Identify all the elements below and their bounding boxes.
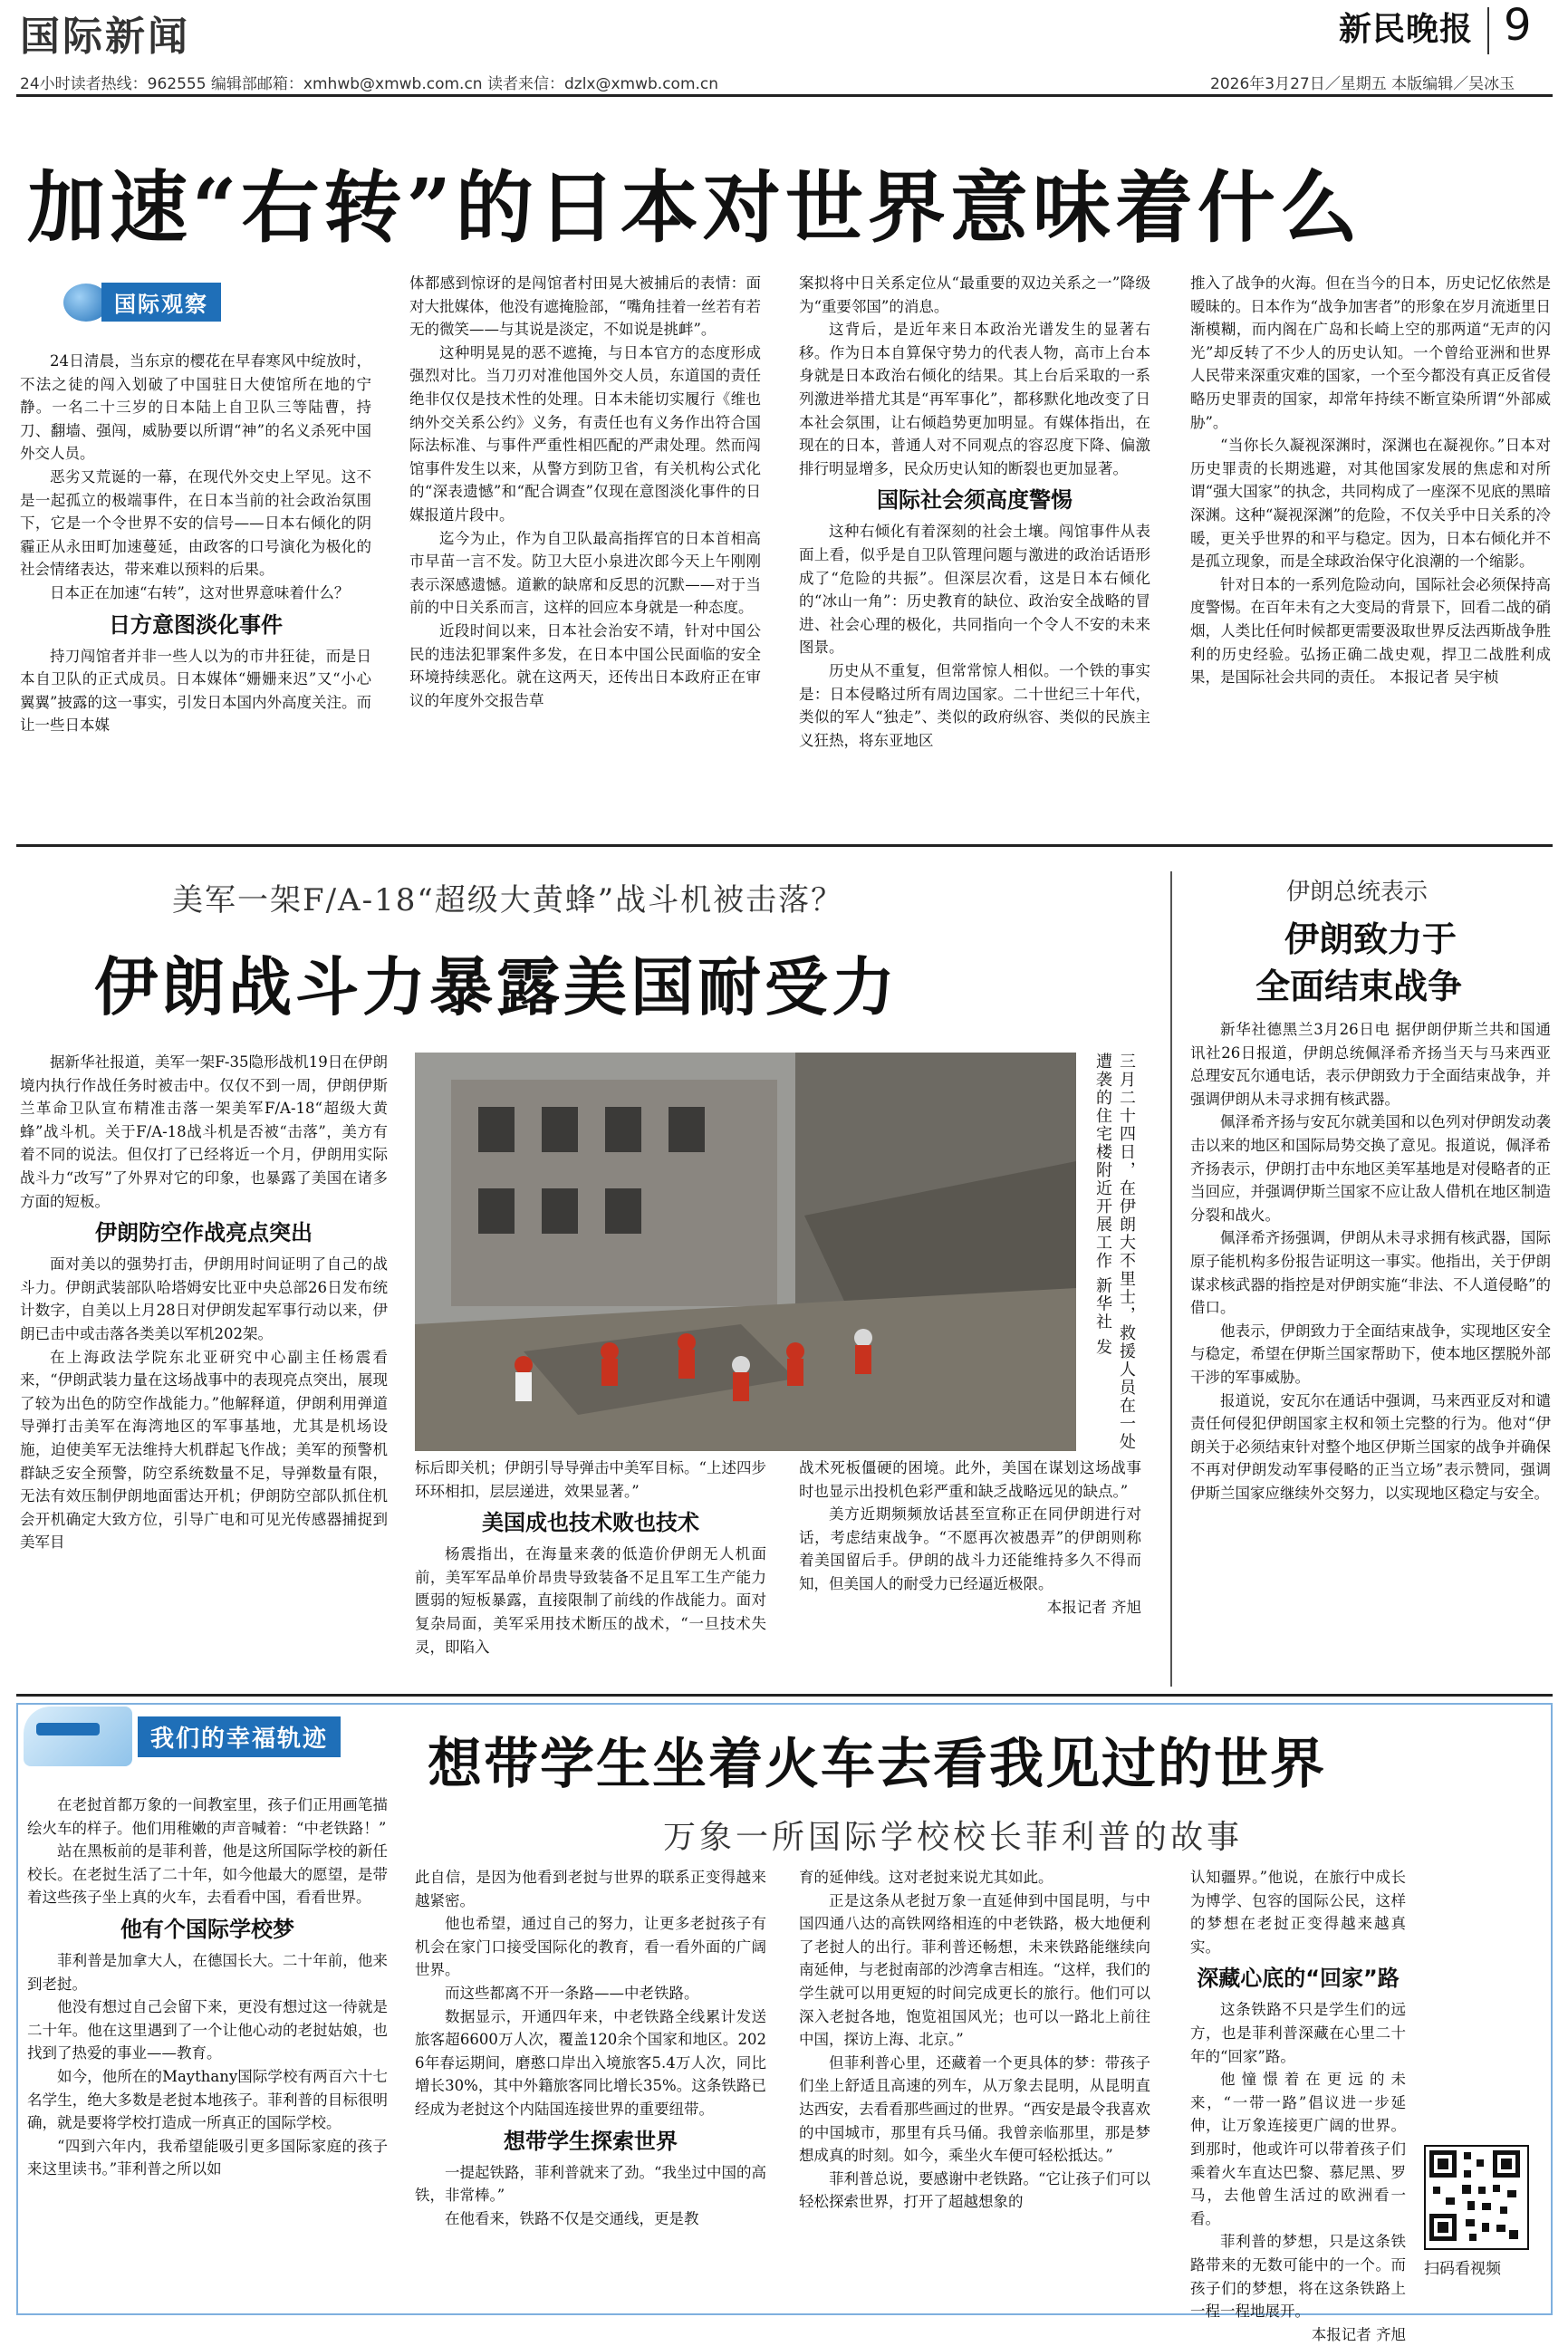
paragraph: 推入了战争的火海。但在当今的日本，历史记忆依然是暧昧的。日本作为“战争加害者”的形象在岁月流逝里日渐模糊，而内阁在广岛和长崎上空的那两道“无声的闪光”却反转了不少人的历史认知。一个曾给亚洲和世界人民带来深重灾难的国家，一个至今都没有真正反省侵略历史罪责的国家，却常年持续不断宣染所谓“外部威胁”。	[1190, 274, 1551, 431]
story2-col1	[20, 1051, 388, 1554]
sidebar-kicker: 伊朗总统表示	[1286, 879, 1429, 906]
qr-pattern	[1426, 2147, 1524, 2245]
paragraph: 在老挝首都万象的一间教室里，孩子们正用画笔描绘火车的样子。他们用稚嫩的声音喊着：“中老铁路！”	[27, 1796, 388, 1837]
paragraph: “四到六年内，我希望能吸引更多国际家庭的孩子来这里读书。”菲利普之所以如	[27, 2137, 388, 2178]
sidebar-paragraph: 佩泽希齐扬与安瓦尔就美国和以色列对伊朗发动袭击以来的地区和国际局势交换了意见。报道说，佩泽希齐扬表示，伊朗打击中东地区美军基地是对侵略者的正当回应，并强调伊斯兰国家不应让敌人借机在地区制造分裂和战火。	[1190, 1113, 1551, 1224]
paragraph: 这条铁路不只是学生们的远方，也是菲利普深藏在心里二十年的“回家”路。	[1190, 2001, 1406, 2065]
section-title: 国际新闻	[20, 14, 190, 60]
paragraph: 面对美以的强势打击，伊朗用时间证明了自己的战斗力。伊朗武装部队哈塔姆安比亚中央总部26日发布统计数字，自美以上月28日对伊朗发起军事行动以来，伊朗已击中或击落各类美以军机202架。	[20, 1255, 388, 1342]
rescue-photo	[415, 1053, 1076, 1451]
hotline: 24小时读者热线：962555 编辑部邮箱：xmhwb@xmwb.com.cn 读者来信：dzlx@xmwb.com.cn	[20, 75, 719, 93]
paragraph: 数据显示，开通四年来，中老铁路全线累计发送旅客超6600万人次，覆盖120余个国家和地区。2026年春运期间，磨憨口岸出入境旅客5.4万人次，同比增长30%，其中外籍旅客同比增长35%。这条铁路已经成为老挝这个内陆国连接世界的重要纽带。	[415, 2007, 766, 2118]
story3-subhead: 万象一所国际学校校长菲利普的故事	[663, 1819, 1244, 1856]
story1-col4	[1190, 272, 1551, 689]
paragraph: 他没有想过自己会留下来，更没有想过这一待就是二十年。他在这里遇到了一个让他心动的老挝姑娘，也找到了热爱的事业——教育。	[27, 1998, 388, 2062]
paragraph: 认知疆界。”他说，在旅行中成长为博学、包容的国际公民，这样的梦想在老挝正变得越来越真实。	[1190, 1869, 1406, 1956]
paragraph: 日本正在加速“右转”，这对世界意味着什么？	[50, 583, 350, 601]
sidebar-paragraph: 佩泽希齐扬强调，伊朗从未寻求拥有核武器，国际原子能机构多份报告证明这一事实。他指出，关于伊朗谋求核武器的指控是对伊朗实施“非法、不人道侵略”的借口。	[1190, 1229, 1551, 1317]
story3-col4	[1190, 1866, 1406, 2346]
rescue-scene	[415, 1053, 1076, 1451]
tag-label-2: 我们的幸福轨迹	[138, 1716, 341, 1757]
paragraph: 育的延伸线。这对老挝来说尤其如此。	[799, 1869, 1053, 1886]
paragraph: 恶劣又荒诞的一幕，在现代外交史上罕见。这不是一起孤立的极端事件，在日本当前的社会政治氛围下，它是一个令世界不安的信号——日本右倾化的阴霾正从永田町加速蔓延，由政客的口号演化为极化的社会情绪表达，带来难以预料的后果。	[20, 467, 371, 579]
paragraph: 而这些都离不开一条路——中老铁路。	[445, 1984, 699, 2002]
story2-kicker: 美军一架F/A-18“超级大黄蜂”战斗机被击落？	[172, 882, 844, 918]
paragraph: 历史从不重复，但常常惊人相似。一个铁的事实是：日本侵略过所有周边国家。二十世纪三十年代，类似的军人“独走”、类似的政府纵容、类似的民族主义狂热，将东亚地区	[799, 661, 1150, 749]
paragraph: 案拟将中日关系定位从“最重要的双边关系之一”降级为“重要邻国”的消息。	[799, 274, 1150, 315]
subheading: 美国成也技术败也技术	[482, 1510, 699, 1536]
byline: 本报记者 齐旭	[1311, 2325, 1406, 2343]
paragraph: 这种右倾化有着深刻的社会土壤。闯馆事件从表面上看，似乎是自卫队管理问题与激进的政治话语形成了“危险的共振”。但深层次看，这是日本右倾化的“冰山一角”：历史教育的缺位、政治安全战略的冒进、社会心理的极化，共同指向一个令人不安的未来图景。	[799, 523, 1150, 657]
paragraph: 战术死板僵硬的困境。此外，美国在谋划这场战事时也显示出投机色彩严重和缺乏战略远见的缺点。”	[799, 1459, 1141, 1500]
paragraph: 杨震指出，在海量来袭的低造价伊朗无人机面前，美军军品单价昂贵导致装备不足且军工生产能力匮弱的短板暴露，直接限制了前线的作战能力。面对复杂局面，美军采用技术断压的战术，“一旦技术失灵，即陷入	[415, 1545, 766, 1656]
story1-headline: 加速“右转”的日本对世界意味着什么	[27, 162, 1362, 254]
sidebar-headline-1: 伊朗致力于	[1284, 919, 1457, 959]
story2-headline: 伊朗战斗力暴露美国耐受力	[94, 950, 899, 1024]
sidebar-paragraph: 报道说，安瓦尔在通话中强调，马来西亚反对和谴责任何侵犯伊朗国家主权和领土完整的行为。他对“伊朗关于必须结束针对整个地区伊斯兰国家的战争并确保不再对伊朗发动军事侵略的正当立场”表示赞同，强调伊斯兰国家应继续外交努力，以实现地区稳定与安全。	[1190, 1391, 1551, 1502]
story2-col3	[799, 1457, 1141, 1619]
paragraph: 在他看来，铁路不仅是交通线，更是教	[445, 2209, 699, 2227]
story1-col2	[409, 272, 761, 712]
paragraph: 迄今为止，作为自卫队最高指挥官的日本首相高市早苗一言不发。防卫大臣小泉进次郎今天上午刚刚表示深感遗憾。道歉的缺席和反思的沉默——对于当前的中日关系而言，这样的回应本身就是一种态度。	[409, 529, 761, 617]
paragraph: 这种明晃晃的恶不遮掩，与日本官方的态度形成强烈对比。当刀刃对准他国外交人员，东道国的责任绝非仅仅是技术性的处理。日本未能切实履行《维也纳外交关系公约》义务，有责任也有义务作出符合国际法标准、与事件严重性相匹配的严肃处理。然而闯馆事件发生以来，从警方到防卫省，有关机构公式化的“深表遗憾”和“配合调查”仅现在意图淡化事件的日媒报道片段中。	[409, 343, 761, 524]
subheading: 深藏心底的“回家”路	[1197, 1966, 1400, 1992]
paragraph: 一提起铁路，菲利普就来了劲。“我坐过中国的高铁，非常棒。”	[415, 2163, 766, 2205]
paragraph: 针对日本的一系列危险动向，国际社会必须保持高度警惕。在百年未有之大变局的背景下，回看二战的硝烟，人类比任何时候都更需要汲取世界反法西斯战争胜利的历史经验。弘扬正确二战史观，捍卫二战胜利成果，是国际社会共同的责任。 本报记者 吴宇桢	[1190, 575, 1551, 687]
story3-col1	[27, 1793, 388, 2181]
paragraph: 菲利普总说，要感谢中老铁路。“它让孩子们可以轻松探索世界，打开了超越想象的	[799, 2169, 1150, 2211]
page-number: 9	[1504, 0, 1532, 51]
top-rule	[16, 94, 1553, 97]
paragraph: 标后即关机；伊朗引导导弹击中美军目标。“上述四步环环相扣，层层递进，效果显著。”	[415, 1459, 766, 1500]
byline: 本报记者 齐旭	[1046, 1598, 1141, 1616]
sidebar-rule	[1170, 871, 1172, 1687]
story2-col2	[415, 1457, 766, 1659]
subheading: 日方意图淡化事件	[109, 611, 283, 638]
sidebar-body	[1190, 1018, 1551, 1505]
paragraph: 菲利普的梦想，只是这条铁路带来的无数可能中的一个。而孩子们的梦想，将在这条铁路上一程一程地展开。	[1190, 2233, 1406, 2321]
paragraph: 正是这条从老挝万象一直延伸到中国昆明，与中国四通八达的高铁网络相连的中老铁路，极大地便利了老挝人的出行。菲利普还畅想，未来铁路能继续向南延伸，与老挝南部的沙湾拿吉相连。“这样，我们的学生就可以用更短的时间完成更长的旅行。他们可以深入老挝各地，饱览祖国风光；也可以一路北上前往中国，探访上海、北京。”	[799, 1891, 1150, 2049]
header-divider	[1487, 7, 1489, 54]
tag-label: 国际观察	[101, 283, 221, 322]
qr-label: 扫码看视频	[1424, 2260, 1501, 2278]
paragraph: 24日清晨，当东京的樱花在早春寒风中绽放时，不法之徒的闯入划破了中国驻日大使馆所在地的宁静。一名二十三岁的日本陆上自卫队三等陆曹，持刀、翻墙、强闯，威胁要以所谓“神”的名义杀死中国外交人员。	[20, 352, 371, 463]
paragraph: 如今，他所在的Maythany国际学校有两百六十七名学生，绝大多数是老挝本地孩子。菲利普的目标很明确，就是要将学校打造成一所真正的国际学校。	[27, 2067, 388, 2132]
story1-col3	[799, 272, 1150, 752]
tag-international-observation	[63, 283, 221, 322]
sidebar-paragraph: 新华社德黑兰3月26日电 据伊朗伊斯兰共和国通讯社26日报道，伊朗总统佩泽希齐扬当天与马来西亚总理安瓦尔通电话，表示伊朗致力于全面结束战争，并强调伊朗从未寻求拥有核武器。	[1190, 1021, 1551, 1108]
paragraph: 在上海政法学院东北亚研究中心副主任杨震看来，“伊朗武装力量在这场战事中的表现亮点突出，展现了较为出色的防空作战能力。”他解释道，伊朗利用弹道导弹打击美军在海湾地区的军事基地，尤其是机场设施，迫使美军无法维持大机群起飞作战；美军的预警机群缺乏安全预警，防空系统数量不足，导弹数量有限，无法有效压制伊朗地面雷达开机；伊朗防空部队抓住机会开机确定大致方位，引导广电和可见光传感器捕捉到美军目	[20, 1348, 388, 1552]
subheading: 想带学生探索世界	[504, 2128, 678, 2154]
sidebar-headline-2: 全面结束战争	[1255, 966, 1463, 1006]
paragraph: 体都感到惊讶的是闯馆者村田晃大被捕后的表情：面对大批媒体，他没有遮掩脸部，“嘴角挂着一丝若有若无的微笑——与其说是淡定，不如说是挑衅”。	[409, 274, 761, 339]
story1-col1	[20, 350, 371, 737]
subheading: 他有个国际学校梦	[120, 1916, 294, 1942]
date-line: 2026年3月27日／星期五 本版编辑／吴冰玉	[1210, 75, 1515, 93]
paragraph: 但菲利普心里，还藏着一个更具体的梦：带孩子们坐上舒适且高速的列车，从万象去昆明，从昆明直达西安，去看看那些画过的世界。“西安是最令我喜欢的中国城市，那里有兵马俑。我曾亲临那里，那是梦想成真的时刻。如今，乘坐火车便可轻松抵达。”	[799, 2053, 1150, 2165]
sidebar-paragraph: 他表示，伊朗致力于全面结束战争，实现地区安全与稳定，希望在伊斯兰国家帮助下，使本地区摆脱外部干涉的军事威胁。	[1190, 1322, 1551, 1386]
paragraph: 近段时间以来，日本社会治安不靖，针对中国公民的违法犯罪案件多发，在日本中国公民面临的安全环境持续恶化。就在这两天，还传出日本政府正在审议的年度外交报告草	[409, 621, 761, 709]
paragraph: 菲利普是加拿大人，在德国长大。二十年前，他来到老挝。	[27, 1951, 388, 1993]
photo-caption: 三月二十四日，在伊朗大不里士，救援人员在一处遭袭的住宅楼附近开展工作 新华社 发	[1093, 1053, 1136, 1451]
subheading: 伊朗防空作战亮点突出	[95, 1220, 313, 1246]
paragraph: 站在黑板前的是菲利普，他是这所国际学校的新任校长。在老挝生活了二十年，如今他最大的愿望，是带着这些孩子坐上真的火车，去看看中国，看看世界。	[27, 1842, 388, 1907]
story3-col2	[415, 1866, 766, 2230]
story1-bottom-rule	[16, 844, 1553, 847]
qr-code[interactable]	[1424, 2145, 1529, 2250]
paragraph: 美方近期频频放话甚至宣称正在同伊朗进行对话，考虑结束战争。“不愿再次被愚弄”的伊朗则称着美国留后手。伊朗的战斗力还能维持多久不得而知，但美国人的耐受力已经逼近极限。	[799, 1505, 1141, 1592]
paragraph: 他也希望，通过自己的努力，让更多老挝孩子有机会在家门口接受国际化的教育，看一看外面的广阔世界。	[415, 1915, 766, 1979]
story3-col3	[799, 1866, 1150, 2214]
story3-headline: 想带学生坐着火车去看我见过的世界	[428, 1733, 1326, 1796]
paragraph: 持刀闯馆者并非一些人以为的市井狂徒，而是日本自卫队的正式成员。日本媒体“姗姗来迟”又“小心翼翼”披露的这一事实，引发日本国内外高度关注。而让一些日本媒	[20, 647, 371, 735]
paragraph: 此自信，是因为他看到老挝与世界的联系正变得越来越紧密。	[415, 1869, 766, 1909]
subheading: 国际社会须高度警惕	[877, 487, 1073, 514]
paragraph: 据新华社报道，美军一架F-35隐形战机19日在伊朗境内执行作战任务时被击中。仅仅不到一周，伊朗伊斯兰革命卫队宣布精准击落一架美军F/A-18“超级大黄蜂”战斗机。关于F/A-18战斗机是否被“击落”，美方有着不同的说法。但仅打了已经将近一个月，伊朗用实际战斗力“改写”了外界对它的印象，也暴露了美国在诸多方面的短板。	[20, 1053, 388, 1210]
paragraph: 这背后，是近年来日本政治光谱发生的显著右移。作为日本自算保守势力的代表人物，高市上台本身就是日本政治右倾化的结果。其上台后采取的一系列激进举措尤其是“再军事化”，都移默化地改变了日本社会氛围，让右倾趋势更加明显。有媒体指出，在现在的日本，普通人对不同观点的容忍度下降、偏激排行明显增多，民众历史认知的断裂也更加显著。	[799, 321, 1150, 477]
tag-happy-track	[24, 1707, 341, 1766]
train-icon	[24, 1707, 132, 1766]
paragraph: 他憧憬着在更远的未来，“一带一路”倡议进一步延伸，让万象连接更广阔的世界。到那时，他或许可以带着孩子们乘着火车直达巴黎、慕尼黑、罗马，去他曾生活过的欧洲看一看。	[1190, 2071, 1406, 2227]
story2-bottom-rule	[16, 1694, 1553, 1697]
paragraph: “当你长久凝视深渊时，深渊也在凝视你。”日本对历史罪责的长期逃避，对其他国家发展的焦虑和对所谓“强大国家”的执念，共同构成了一座深不见底的黑暗深渊。这种“凝视深渊”的危险，不仅关乎中日关系的冷暖，更关乎世界的和平与稳定。因为，日本右倾化并不是孤立现象，而是全球政治保守化浪潮的一个缩影。	[1190, 437, 1551, 571]
paper-name: 新民晚报	[1339, 10, 1474, 48]
